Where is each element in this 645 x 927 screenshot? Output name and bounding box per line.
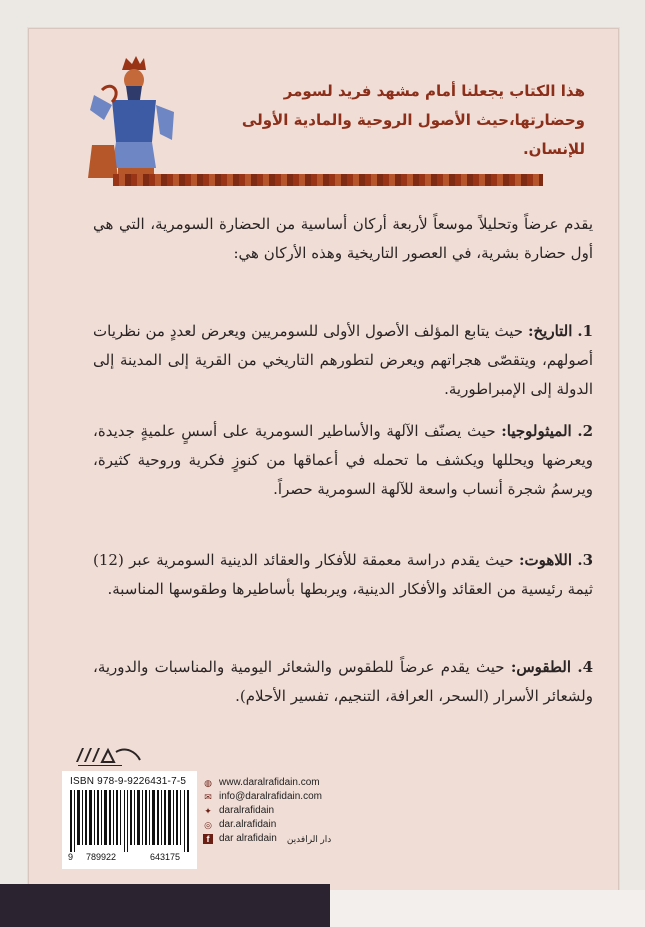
publisher-name-arabic: دار الرافدين (286, 834, 332, 844)
item-number: 4. (577, 658, 593, 676)
tagline: هذا الكتاب يجعلنا أمام مشهد فريد لسومر وحضارتها،حيث الأصول الروحية والمادية الأولى للإنسان. (241, 82, 585, 158)
contact-text: dar.alrafidain (219, 819, 277, 830)
barcode-digit: 643175 (150, 852, 181, 862)
contact-list (203, 776, 403, 846)
item-heading: الطقوس: (510, 658, 572, 676)
list-item (93, 546, 593, 604)
bottom-spine-strip (0, 884, 330, 927)
item-number: 3. (577, 551, 593, 569)
item-number: 2. (577, 422, 593, 440)
contact-facebook[interactable] (203, 832, 403, 846)
contact-text: info@daralrafidain.com (219, 791, 322, 802)
contact-text: www.daralrafidain.com (219, 777, 320, 788)
mail-icon: ✉ (204, 792, 212, 802)
sumerian-figure-illustration (82, 50, 178, 190)
page-margin (330, 890, 645, 927)
twitter-icon: ✦ (204, 806, 212, 816)
item-text: حيث يصنّف الآلهة والأساطير السومرية على أسسٍ علميةٍ جديدة، ويعرضها ويحللها ويكشف ما تحمله في أعماقها من كنوزٍ فكرية وروحية كثيرة، ويرسمُ شجرة أنساب واسعة للآلهة السومرية حصراً. (93, 422, 593, 498)
list-item (93, 653, 593, 711)
facebook-icon: f (203, 834, 213, 844)
item-heading: الميثولوجيا: (501, 422, 572, 440)
item-heading: اللاهوت: (518, 551, 572, 569)
list-item (93, 317, 593, 404)
isbn-label: ISBN 978-9-9226431-7-5 (70, 776, 187, 787)
intro-paragraph: يقدم عرضاً وتحليلاً موسعاً لأربعة أركان أساسية من الحضارة السومرية، التي هي أول حضارة بشرية، في العصور التاريخية وهذه الأركان هي: (93, 215, 593, 262)
globe-icon: ◍ (204, 778, 212, 788)
contact-website[interactable] (203, 776, 403, 790)
barcode (68, 790, 192, 852)
publisher-logo (74, 744, 144, 768)
contact-twitter[interactable] (203, 804, 403, 818)
contact-text: daralrafidain (219, 805, 275, 816)
decorative-band (113, 174, 543, 186)
contact-email[interactable] (203, 790, 403, 804)
item-text: حيث يتابع المؤلف الأصول الأولى للسومريين ويعرض لعددٍ من نظريات أصولهم، ويتقصّى هجراتهم ويعرض لتطورهم التاريخي من القرية إلى المدينة إلى الدولة إلى الإمبراطورية. (93, 322, 593, 398)
item-text: حيث يقدم عرضاً للطقوس والشعائر اليومية والمناسبات والدورية، ولشعائر الأسرار (السحر، العرافة، التنجيم، تفسير الأحلام). (93, 658, 593, 705)
item-heading: التاريخ: (527, 322, 573, 340)
barcode-digit: 9 (68, 852, 74, 862)
item-number: 1. (577, 322, 593, 340)
barcode-digit: 789922 (86, 852, 117, 862)
contact-text: dar alrafidain (219, 833, 277, 844)
instagram-icon: ◎ (204, 820, 212, 830)
contact-instagram[interactable] (203, 818, 403, 832)
list-item (93, 417, 593, 504)
item-text: حيث يقدم دراسة معمقة للأفكار والعقائد الدينية السومرية عبر (12) ثيمة رئيسية من العقائد والأفكار الدينية، ويربطها بأساطيرها وطقوسها المناسبة. (93, 551, 593, 598)
